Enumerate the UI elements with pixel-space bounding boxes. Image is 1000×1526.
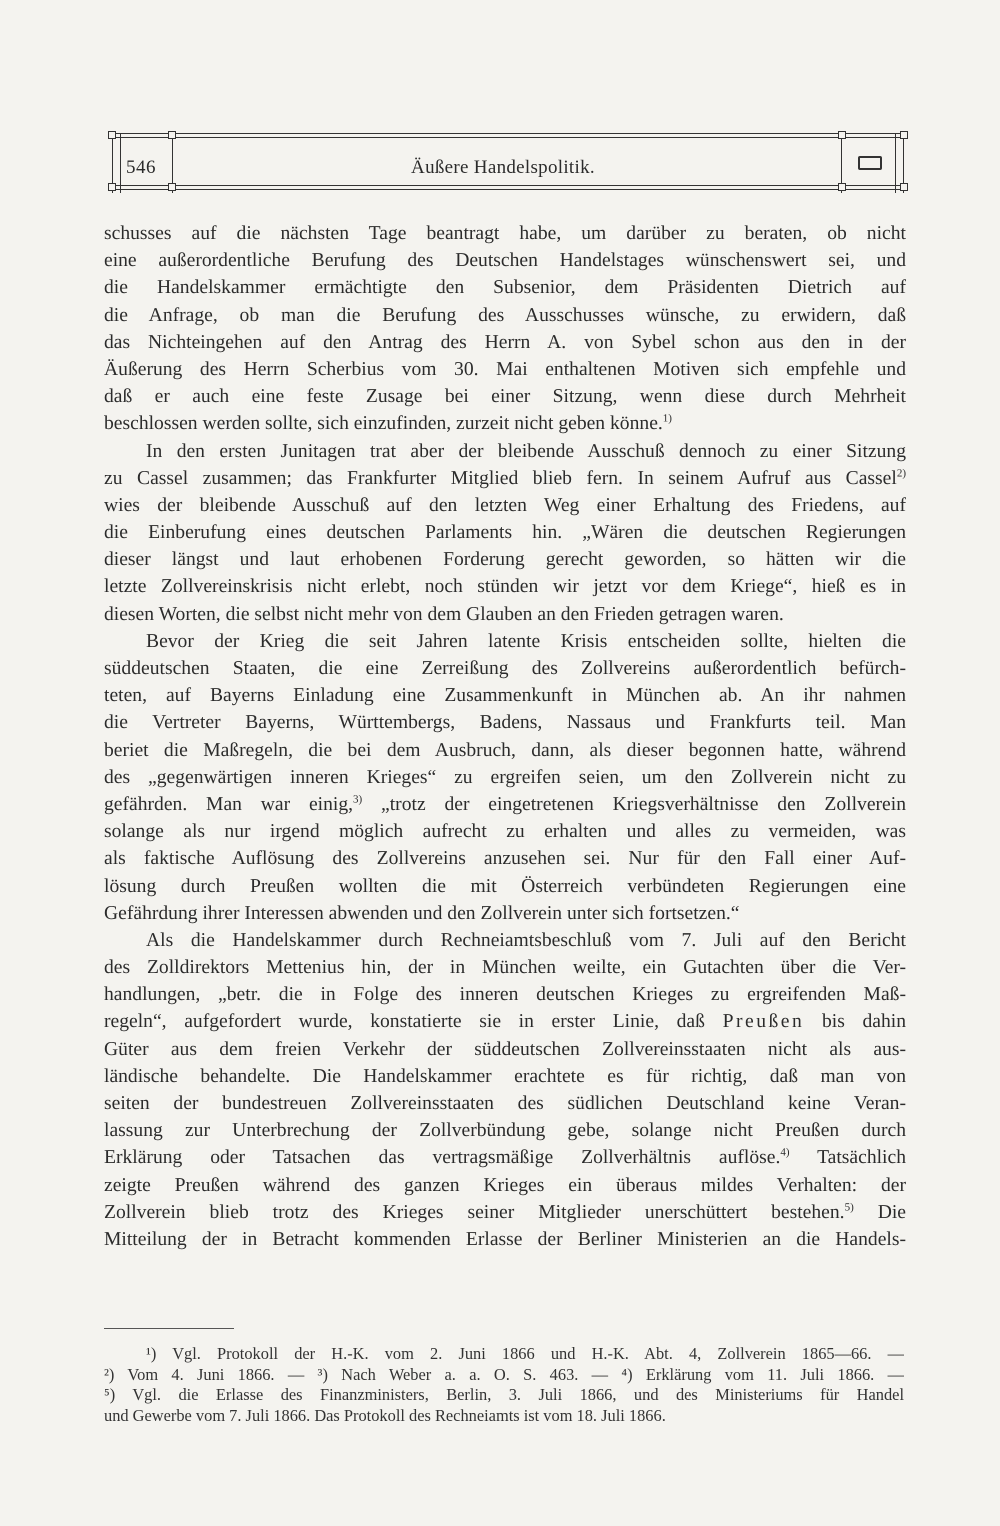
text-line: die Einberufung eines deutschen Parlaments hin. „Wären die deutschen Regierungen (104, 522, 906, 544)
text-line (104, 1008, 906, 1035)
header-bottom-rule-inner (108, 189, 908, 190)
body-text (104, 220, 906, 1253)
text-segment: regeln“, aufgefordert wurde, konstatierte sie in erster Linie, daß (104, 1011, 705, 1033)
text-line (104, 791, 906, 818)
text-segment: Die (877, 1201, 906, 1223)
text-line: des Zolldirektors Mettenius hin, der in München weilte, ein Gutachten über die Ver- (104, 957, 906, 979)
header-left-bar-inner (120, 133, 121, 193)
running-header (108, 133, 908, 193)
footnotes (104, 1344, 904, 1426)
corner-square-icon (108, 183, 116, 191)
text-line: des „gegenwärtigen inneren Krieges“ zu ergreifen seien, um den Zollverein nicht zu (104, 766, 906, 788)
text-line: Äußerung des Herrn Scherbius vom 30. Mai enthaltenen Motiven sich empfehle und (104, 358, 906, 380)
text-line: ländische behandelte. Die Handelskammer erachtete es für richtig, daß man von (104, 1065, 906, 1087)
text-line (104, 1199, 906, 1226)
corner-square-icon (900, 131, 908, 139)
text-line: Mitteilung der in Betracht kommenden Erlasse der Berliner Ministerien an die Handels- (104, 1228, 906, 1250)
running-title: Äußere Handelspolitik. (411, 157, 595, 178)
footnote-line: ²) Vom 4. Juni 1866. — ³) Nach Weber a. a. O. S. 463. — ⁴) Erklärung vom 11. Juli 1866. — (104, 1364, 904, 1384)
text-segment: gefährden. Man war einig, (104, 793, 354, 815)
text-line: handlungen, „betr. die in Folge des inneren deutschen Krieges zu ergreifenden Maß- (104, 984, 906, 1006)
text-line: letzte Zollvereinskrisis nicht erlebt, noch stünden wir jetzt vor dem Kriege“, hieß es in (104, 576, 906, 598)
text-line (104, 410, 906, 437)
footnote-line: ⁵) Vgl. die Erlasse des Finanzministers, Berlin, 3. Juli 1866, und des Ministeriums für Handel (104, 1385, 904, 1404)
footnote-line: und Gewerbe vom 7. Juli 1866. Das Protokoll des Rechneiamts ist vom 18. Juli 1866. (104, 1405, 666, 1425)
text-line: eine außerordentliche Berufung des Deutschen Handelstages wünschenswert sei, und (104, 250, 906, 272)
text-line: beriet die Maßregeln, die bei dem Ausbruch, dann, als dieser begonnen hatte, während (104, 739, 906, 761)
emphasized-word: Preußen (722, 1011, 805, 1033)
footnote-line: ¹) Vgl. Protokoll der H.-K. vom 2. Juni 1866 und H.-K. Abt. 4, Zollverein 1865—66. — (146, 1344, 904, 1363)
corner-square-icon (900, 183, 908, 191)
footnote-ref: 3) (353, 793, 363, 806)
text-line: schusses auf die nächsten Tage beantragt habe, um darüber zu beraten, ob nicht (104, 223, 906, 244)
text-line: Als die Handelskammer durch Rechneiamtsbeschluß vom 7. Juli auf den Bericht (146, 929, 906, 951)
text-segment: „trotz der eingetretenen Kriegsverhältnisse den Zollverein (381, 793, 906, 815)
text-segment: beschlossen werden sollte, sich einzufinden, zurzeit nicht geben könne. (104, 413, 663, 435)
footnote-ref: 2) (896, 467, 906, 480)
text-line: teten, auf Bayerns Einladung eine Zusammenkunft in München ab. An ihr nahmen (104, 685, 906, 707)
footnote-ref: 1) (662, 412, 672, 425)
text-line: das Nichteingehen auf den Antrag des Herrn A. von Sybel schon aus den in der (104, 331, 906, 353)
header-right-bar-inner (895, 133, 896, 193)
text-line: daß er auch eine feste Zusage bei einer Sitzung, wenn diese durch Mehrheit (104, 386, 906, 408)
text-segment: zu Cassel zusammen; das Frankfurter Mitglied blieb fern. In seinem Aufruf aus Cassel (104, 467, 897, 489)
footnote-ref: 5) (844, 1201, 854, 1214)
footnote-ref: 4) (780, 1146, 790, 1159)
text-line: seiten der bundestreuen Zollvereinsstaaten des südlichen Deutschland keine Veran- (104, 1093, 906, 1114)
corner-square-icon (838, 183, 846, 191)
footnote-separator (104, 1328, 234, 1329)
corner-square-icon (838, 131, 846, 139)
text-line (104, 465, 906, 492)
header-top-rule-inner (108, 137, 908, 138)
text-line: Güter aus dem freien Verkehr der süddeutschen Zollvereinsstaaten nicht als aus- (104, 1038, 906, 1060)
text-line (104, 1144, 906, 1171)
corner-square-icon (168, 183, 176, 191)
text-line: In den ersten Junitagen trat aber der bleibende Ausschuß dennoch zu einer Sitzung (146, 440, 906, 462)
text-line: als faktische Auflösung des Zollvereins anzusehen sei. Nur für den Fall einer Auf- (104, 848, 906, 870)
page-number: 546 (126, 157, 156, 178)
text-line: süddeutschen Staaten, die eine Zerreißung des Zollvereins außerordentlich befürch- (104, 658, 906, 679)
text-line: Bevor der Krieg die seit Jahren latente Krisis entscheiden sollte, hielten die (146, 630, 906, 652)
text-segment: Tatsächlich (817, 1147, 906, 1169)
text-line: die Anfrage, ob man die Berufung des Ausschusses wünsche, zu erwidern, daß (104, 304, 906, 326)
text-line: diesen Worten, die selbst nicht mehr von dem Glauben an den Frieden getragen waren. (104, 603, 784, 625)
text-segment: Zollverein blieb trotz des Krieges seiner Mitglieder unerschüttert bestehen. (104, 1201, 845, 1223)
text-segment: bis dahin (821, 1011, 906, 1033)
text-line: die Handelskammer ermächtigte den Subsenior, dem Präsidenten Dietrich auf (104, 277, 906, 299)
text-line: wies der bleibende Ausschuß auf den letzten Weg einer Erhaltung des Friedens, auf (104, 494, 906, 516)
text-line: zeigte Preußen während des ganzen Krieges ein überaus mildes Verhalten: der (104, 1174, 906, 1196)
corner-square-icon (108, 131, 116, 139)
text-line: die Vertreter Bayerns, Württembergs, Badens, Nassaus und Frankfurts teil. Man (104, 712, 906, 734)
box-ornament-icon (858, 156, 882, 170)
text-line: solange als nur irgend möglich aufrecht zu erhalten und alles zu vermeiden, was (104, 821, 906, 843)
corner-square-icon (168, 131, 176, 139)
text-line: Gefährdung ihrer Interessen abwenden und den Zollverein unter sich fortsetzen.“ (104, 902, 740, 924)
header-top-rule (108, 133, 908, 134)
text-segment: Erklärung oder Tatsachen das vertragsmäßige Zollverhältnis auflöse. (104, 1147, 781, 1169)
text-line: lassung zur Unterbrechung der Zollverbündung gebe, solange nicht Preußen durch (104, 1120, 906, 1142)
header-bottom-rule (108, 185, 908, 186)
text-line: lösung durch Preußen wollten die mit Österreich verbündeten Regierungen eine (104, 875, 906, 897)
text-line: dieser längst und laut erhobenen Forderung gerecht geworden, so hätten wir die (104, 549, 906, 571)
